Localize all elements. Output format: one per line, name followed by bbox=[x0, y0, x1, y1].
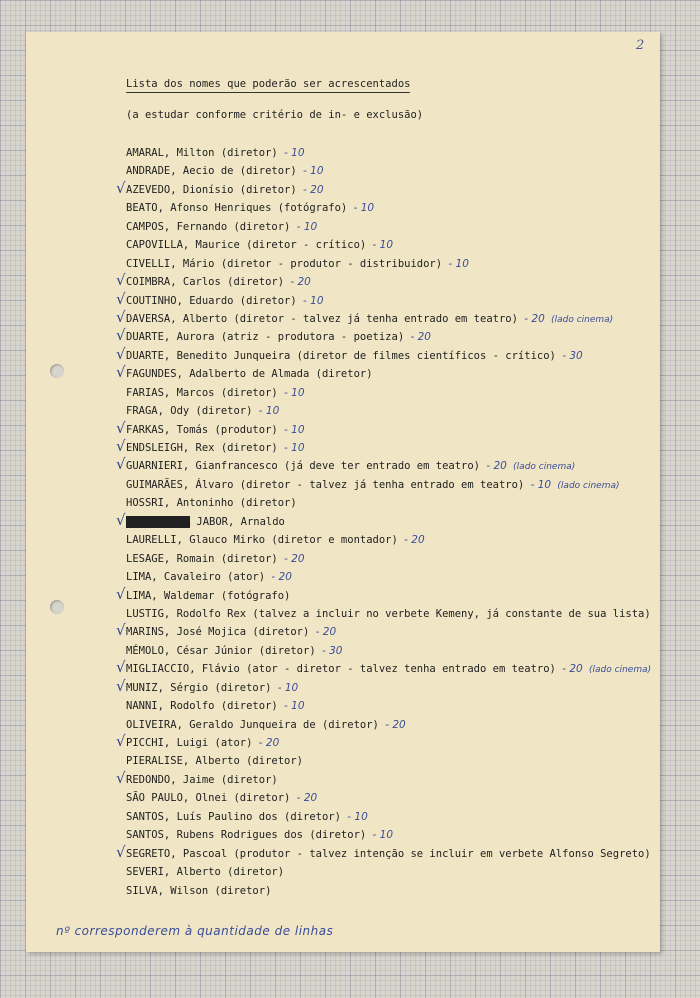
handwritten-score: - 20 bbox=[315, 626, 337, 639]
entry-text: FAGUNDES, Adalberto de Almada (diretor) bbox=[126, 368, 373, 381]
handwritten-score: - 10 bbox=[372, 239, 394, 252]
handwritten-score: - 20 bbox=[404, 534, 425, 547]
checkmark-icon: √ bbox=[116, 307, 126, 326]
handwritten-score: - 10 bbox=[372, 829, 394, 842]
entry-text: CAPOVILLA, Maurice (diretor - crítico) bbox=[126, 239, 367, 252]
entry-text: CIVELLI, Mário (diretor - produtor - distribuidor) bbox=[126, 257, 443, 270]
handwritten-score: - 20 bbox=[290, 276, 311, 289]
handwritten-score: - 10 bbox=[530, 478, 552, 491]
handwritten-score: - 10 bbox=[277, 681, 299, 694]
list-item bbox=[126, 384, 656, 402]
page-title: Lista dos nomes que poderão ser acrescentados bbox=[126, 78, 410, 93]
list-item bbox=[116, 178, 656, 199]
entry-text: SANTOS, Luís Paulino dos (diretor) bbox=[126, 810, 341, 823]
list-item bbox=[126, 808, 656, 826]
entry-text: MUNIZ, Sérgio (diretor) bbox=[126, 681, 272, 694]
punch-hole bbox=[50, 364, 64, 378]
handwritten-note: (lado cinema) bbox=[513, 462, 576, 473]
handwritten-note: (lado cinema) bbox=[551, 314, 614, 325]
list-item bbox=[126, 144, 656, 162]
handwritten-score: - 30 bbox=[562, 349, 583, 362]
handwritten-score: - 20 bbox=[284, 552, 305, 565]
list-item bbox=[126, 605, 656, 623]
entry-text: FARKAS, Tomás (produtor) bbox=[126, 423, 278, 436]
names-list bbox=[116, 144, 656, 900]
list-item bbox=[116, 584, 656, 605]
list-item bbox=[116, 768, 656, 789]
entry-text: COIMBRA, Carlos (diretor) bbox=[126, 276, 285, 289]
list-item bbox=[126, 568, 656, 586]
entry-text: FRAGA, Ody (diretor) bbox=[126, 405, 253, 418]
entry-text: CAMPOS, Fernando (diretor) bbox=[126, 220, 291, 233]
handwritten-note: (lado cinema) bbox=[557, 480, 620, 491]
list-item bbox=[116, 621, 656, 641]
list-item bbox=[116, 676, 656, 697]
entry-text: LAURELLI, Glauco Mirko (diretor e montador) bbox=[126, 534, 398, 547]
checkmark-icon: √ bbox=[116, 178, 126, 197]
list-item bbox=[126, 752, 656, 770]
handwritten-score: - 20 bbox=[385, 718, 406, 731]
checkmark-icon: √ bbox=[116, 842, 126, 861]
checkmark-icon: √ bbox=[116, 289, 126, 308]
list-item bbox=[126, 531, 656, 549]
list-item bbox=[126, 402, 656, 420]
entry-text: LESAGE, Romain (diretor) bbox=[126, 552, 278, 565]
handwritten-score: - 20 bbox=[271, 571, 292, 584]
handwritten-score: - 10 bbox=[284, 700, 305, 713]
handwritten-score: - 10 bbox=[303, 165, 324, 178]
list-item bbox=[126, 476, 656, 494]
entry-text: NANNI, Rodolfo (diretor) bbox=[126, 700, 278, 713]
list-item bbox=[126, 218, 656, 236]
list-item bbox=[116, 437, 656, 457]
checkmark-icon: √ bbox=[116, 510, 126, 529]
list-item bbox=[116, 842, 656, 863]
handwritten-score: - 10 bbox=[284, 442, 305, 454]
entry-text: DUARTE, Benedito Junqueira (diretor de filmes científicos - crítico) bbox=[126, 349, 556, 362]
entry-text: PICCHI, Luigi (ator) bbox=[126, 737, 253, 749]
entry-text: ENDSLEIGH, Rex (diretor) bbox=[126, 442, 278, 454]
page-subtitle: (a estudar conforme critério de in- e exclusão) bbox=[126, 109, 424, 121]
entry-text: AMARAL, Milton (diretor) bbox=[126, 147, 278, 159]
entry-text: GUIMARÃES, Álvaro (diretor - talvez já tenha entrado em teatro) bbox=[126, 478, 525, 491]
entry-text: LIMA, Waldemar (fotógrafo) bbox=[126, 589, 291, 602]
checkmark-icon: √ bbox=[116, 732, 126, 750]
handwritten-score: - 20 bbox=[296, 792, 318, 805]
checkmark-icon: √ bbox=[116, 676, 126, 695]
handwritten-score: - 10 bbox=[296, 220, 318, 233]
entry-text: SEGRETO, Pascoal (produtor - talvez intenção se incluir em verbete Alfonso Segreto) bbox=[126, 847, 651, 860]
handwritten-score: - 10 bbox=[284, 423, 305, 436]
punch-hole bbox=[50, 600, 64, 614]
checkmark-icon: √ bbox=[116, 326, 126, 345]
list-item bbox=[116, 307, 656, 328]
handwritten-score: - 10 bbox=[284, 147, 305, 159]
handwritten-score: - 20 bbox=[303, 183, 324, 196]
list-item bbox=[126, 255, 656, 273]
list-item bbox=[116, 363, 656, 383]
checkmark-icon: √ bbox=[116, 768, 126, 787]
list-item bbox=[116, 455, 656, 475]
entry-text: DAVERSA, Alberto (diretor - talvez já tenha entrado em teatro) bbox=[126, 312, 518, 325]
handwritten-note: (lado cinema) bbox=[589, 665, 652, 676]
checkmark-icon: √ bbox=[116, 271, 126, 290]
list-item bbox=[126, 550, 656, 568]
handwritten-score: - 10 bbox=[258, 405, 280, 418]
handwritten-score: - 20 bbox=[258, 737, 280, 749]
list-item bbox=[126, 642, 656, 660]
list-item bbox=[126, 236, 656, 254]
list-item bbox=[116, 418, 656, 439]
list-item bbox=[116, 658, 656, 678]
handwritten-score: - 20 bbox=[524, 312, 545, 325]
entry-text: SANTOS, Rubens Rodrigues dos (diretor) bbox=[126, 829, 367, 842]
list-item bbox=[116, 326, 656, 346]
list-item bbox=[126, 697, 656, 715]
list-item bbox=[116, 510, 656, 531]
list-item bbox=[126, 199, 656, 217]
entry-text: FARIAS, Marcos (diretor) bbox=[126, 386, 278, 399]
list-item bbox=[126, 882, 656, 900]
list-item bbox=[126, 826, 656, 844]
checkmark-icon: √ bbox=[116, 584, 126, 603]
entry-text: GUARNIERI, Gianfrancesco (já deve ter entrado em teatro) bbox=[126, 460, 481, 473]
handwritten-score: - 10 bbox=[347, 810, 368, 823]
handwritten-score: - 20 bbox=[486, 460, 507, 473]
entry-text: DUARTE, Aurora (atriz - produtora - poetiza) bbox=[126, 331, 405, 344]
checkmark-icon: √ bbox=[116, 455, 126, 474]
entry-text: ANDRADE, Aecio de (diretor) bbox=[126, 165, 297, 178]
list-item bbox=[116, 289, 656, 310]
handwritten-score: - 10 bbox=[284, 386, 305, 399]
entry-text: SÃO PAULO, Olnei (diretor) bbox=[126, 792, 291, 805]
checkmark-icon: √ bbox=[116, 418, 126, 437]
checkmark-icon: √ bbox=[116, 344, 126, 363]
handwritten-footer-note: nº corresponderem à quantidade de linhas bbox=[56, 924, 334, 938]
entry-text: COUTINHO, Eduardo (diretor) bbox=[126, 294, 297, 307]
entry-text: AZEVEDO, Dionísio (diretor) bbox=[126, 183, 297, 196]
handwritten-score: - 30 bbox=[321, 644, 343, 657]
handwritten-score: - 10 bbox=[353, 202, 375, 215]
entry-text: MÉMOLO, César Júnior (diretor) bbox=[126, 644, 316, 657]
entry-text: REDONDO, Jaime (diretor) bbox=[126, 773, 278, 786]
checkmark-icon: √ bbox=[116, 363, 126, 382]
list-item bbox=[126, 162, 656, 180]
entry-text: MARINS, José Mojica (diretor) bbox=[126, 626, 310, 639]
list-item bbox=[126, 494, 656, 512]
checkmark-icon: √ bbox=[116, 621, 126, 640]
entry-text: SEVERI, Alberto (diretor) bbox=[126, 866, 285, 879]
entry-text: OLIVEIRA, Geraldo Junqueira de (diretor) bbox=[126, 718, 379, 731]
list-item bbox=[126, 863, 656, 881]
list-item bbox=[116, 344, 656, 365]
struck-out-text: XXXXXXXXXXX bbox=[126, 515, 191, 528]
handwritten-score: - 10 bbox=[303, 294, 324, 307]
entry-text: PIERALISE, Alberto (diretor) bbox=[126, 755, 304, 768]
entry-text: SILVA, Wilson (diretor) bbox=[126, 884, 272, 897]
entry-text: MIGLIACCIO, Flávio (ator - diretor - talvez tenha entrado em teatro) bbox=[126, 663, 556, 676]
entry-text: BEATO, Afonso Henriques (fotógrafo) bbox=[126, 202, 348, 215]
page-number: 2 bbox=[636, 38, 645, 53]
entry-text: LUSTIG, Rodolfo Rex (talvez a incluir no verbete Kemeny, já constante de sua lista) bbox=[126, 607, 651, 620]
document-page bbox=[26, 32, 660, 952]
entry-text: LIMA, Cavaleiro (ator) bbox=[126, 571, 266, 584]
list-item bbox=[126, 716, 656, 734]
checkmark-icon: √ bbox=[116, 658, 126, 677]
list-item bbox=[126, 789, 656, 807]
handwritten-score: - 10 bbox=[448, 257, 469, 270]
entry-text: HOSSRI, Antoninho (diretor) bbox=[126, 497, 297, 510]
list-item bbox=[116, 271, 656, 291]
list-item bbox=[116, 732, 656, 752]
handwritten-score: - 20 bbox=[410, 331, 431, 344]
checkmark-icon: √ bbox=[116, 437, 126, 455]
entry-text: JABOR, Arnaldo bbox=[196, 515, 285, 528]
handwritten-score: - 20 bbox=[562, 663, 583, 676]
